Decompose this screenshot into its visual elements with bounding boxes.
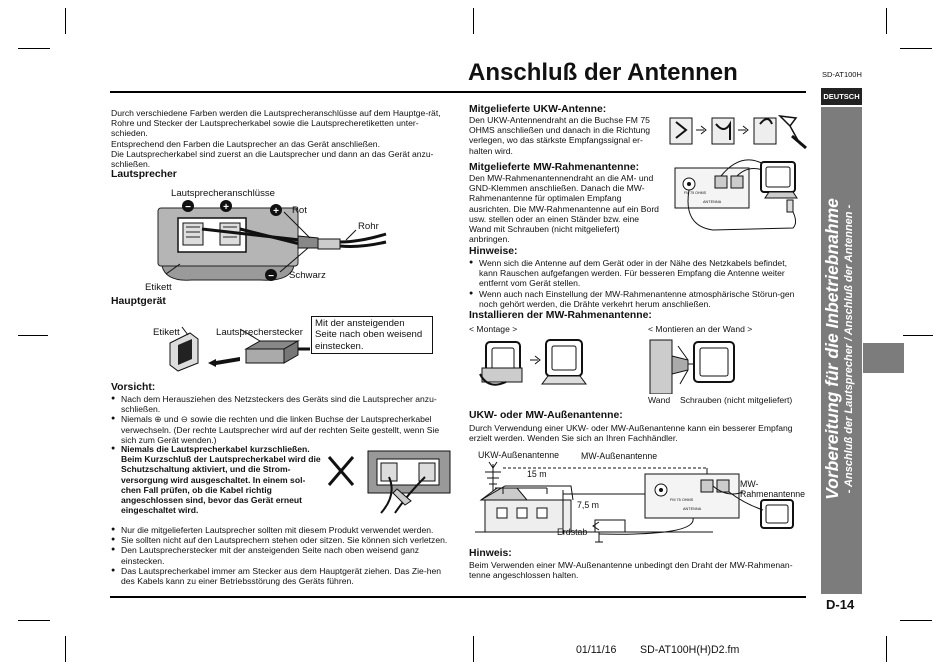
mount-label: < Montage >	[469, 324, 518, 334]
language-tab: DEUTSCH	[821, 88, 862, 105]
note-item: ● Wenn auch nach Einstellung der MW-Rahmenantenne atmosphärische Störun-gen noch gehört werden, die Drähte verkehrt herum anschließen.	[469, 289, 807, 309]
svg-text:−: −	[268, 271, 274, 282]
crop-mark	[886, 636, 887, 662]
crop-mark	[900, 48, 932, 49]
crop-mark	[903, 335, 933, 336]
fm-antenna-figure	[668, 108, 808, 152]
wall-label: Wand	[648, 395, 671, 405]
distance-7-5m-label: 7,5 m	[577, 500, 600, 510]
hint-heading: Hinweis:	[469, 548, 512, 559]
footer-rule	[110, 596, 806, 598]
note-item: ● Wenn sich die Antenne auf dem Gerät oder in der Nähe des Netzkabels befindet, kann Rauschen aufgefangen werden. Für besseren Empfang die Antenne weiter entfernt vom Gerät stellen.	[469, 258, 807, 289]
fm-terminal-label: FM 75 OHMS	[670, 498, 694, 502]
black-label: Schwarz	[289, 270, 326, 281]
antenna-terminal-label: ANTENNA	[703, 200, 722, 204]
caution-list-bottom	[111, 525, 452, 586]
svg-text:−: −	[185, 202, 191, 213]
hint-text: Beim Verwenden einer MW-Außenantenne unbedingt den Draht der MW-Rahmenan-tenne angeschlossen halten.	[469, 560, 793, 581]
install-heading: Installieren der MW-Rahmenantenne:	[469, 310, 652, 321]
svg-text:+: +	[273, 206, 279, 217]
crop-mark	[473, 8, 474, 34]
am-antenna-heading: Mitgelieferte MW-Rahmenantenne:	[469, 162, 640, 173]
caution-item: ● Nur die mitgelieferten Lautsprecher sollten mit diesem Produkt verwendet werden.	[111, 525, 452, 535]
plug-note-box: Mit der ansteigenden Seite nach oben weisend einstecken.	[311, 316, 433, 354]
red-label: Rot	[292, 205, 307, 216]
plug-label-tag: Etikett	[153, 327, 180, 338]
intro-paragraph: Entsprechend den Farben die Lautsprecher an das Gerät anschließen.	[111, 138, 380, 149]
notes-list	[469, 258, 807, 309]
wall-mount-label: < Montieren an der Wand >	[648, 324, 753, 334]
notes-heading: Hinweise:	[469, 246, 518, 257]
intro-paragraph: Durch verschiedene Farben werden die Lautsprecheranschlüsse auf dem Hauptge-rät, Rohre und Stecker der Lautsprecherkabel sowie die Lautsprecheretiketten unter-schieden.	[111, 108, 441, 139]
am-outdoor-label: MW-Außenantenne	[581, 451, 658, 461]
crop-mark	[886, 8, 887, 34]
speaker-plug-label: Lautsprecherstecker	[216, 327, 303, 338]
caution-heading: Vorsicht:	[111, 382, 156, 393]
page-number: D-14	[826, 597, 855, 612]
am-antenna-text: Den MW-Rahmenantennendraht an die AM- und GND-Klemmen anschließen. Danach die MW-Rahmenantenne für optimalen Empfang ausrichten. Die MW-Rahmenantenne auf ein Bord usw. stellen oder an einen Ständer bzw. eine Wand mit Schrauben (nicht mitgeliefert) anbringen.	[469, 173, 659, 245]
loop-mount-figure	[478, 338, 590, 390]
caution-item: ● Das Lautsprecherkabel immer am Stecker aus dem Hauptgerät ziehen. Das Zie-hen des Kabels kann zu einer Betriebsstörung des Geräts führen.	[111, 566, 452, 586]
am-loop-label: MW-Rahmenantenne	[740, 479, 806, 499]
header-rule	[110, 91, 806, 93]
fm-outdoor-label: UKW-Außenantenne	[478, 450, 560, 460]
crop-mark	[473, 636, 474, 662]
main-unit-heading: Hauptgerät	[111, 296, 166, 307]
caution-item: ● Niemals ⊕ und ⊖ sowie die rechten und die linken Buchse der Lautsprecherkabel verwechseln. (Der rechte Lautsprecher wird auf der rechten Seite gestellt, wenn Sie sich zum Gerät wenden.)	[111, 414, 452, 445]
crop-mark	[18, 335, 48, 336]
page-title: Anschluß der Antennen	[468, 59, 738, 86]
short-circuit-figure	[367, 447, 451, 515]
label-tag-label: Etikett	[145, 282, 172, 293]
crop-mark	[18, 620, 50, 621]
caution-list-top	[111, 394, 452, 445]
speaker-heading: Lautsprecher	[111, 169, 177, 180]
crop-mark	[65, 8, 66, 34]
speaker-terminals-label: Lautsprecheranschlüsse	[171, 188, 275, 199]
distance-15m-label: 15 m	[527, 469, 547, 479]
wall-mount-figure	[648, 336, 748, 394]
caution-short-circuit: ● Niemals die Lautsprecherkabel kurzschließen. Beim Kurzschluß der Lautsprecherkabel wird die Schutzschaltung aktiviert, und die Strom-versorgung wird ausgeschaltet. In einem sol-chen Fall prüfen, ob die Kabel richtig angeschlossen sind, bevor das Gerät erneut eingeschaltet wird.	[111, 444, 325, 515]
outdoor-antenna-heading: UKW- oder MW-Außenantenne:	[469, 410, 623, 421]
tube-label: Rohr	[358, 221, 379, 232]
model-number: SD-AT100H	[822, 70, 862, 79]
crop-mark	[900, 620, 932, 621]
caution-bold-block	[111, 444, 325, 515]
fm-antenna-text: Den UKW-Antennendraht an die Buchse FM 75 OHMS anschließen und danach in die Richtung verlegen, wo das stärkste Empfangssignal er-halten wird.	[469, 115, 651, 156]
sidebar-tab-marker	[863, 343, 904, 373]
caution-item: ● Nach dem Herausziehen des Netzsteckers des Geräts sind die Lautsprecher anzu-schließen.	[111, 394, 452, 414]
footer-filename: SD-AT100H(H)D2.fm	[640, 644, 740, 656]
outdoor-antenna-figure	[475, 458, 815, 544]
antenna-terminal-label: ANTENNA	[683, 507, 702, 511]
sidebar-subtitle: - Anschluß der Lautsprecher / Anschluß der Antennen -	[843, 204, 855, 494]
fm-terminal-label: FM 75 OHMS	[684, 191, 706, 195]
svg-text:+: +	[223, 202, 229, 213]
crop-mark	[65, 636, 66, 662]
screws-label: Schrauben (nicht mitgeliefert)	[680, 395, 793, 405]
ground-rod-label: Erdstab	[557, 527, 588, 537]
sidebar-title: Vorbereitung für die Inbetriebnahme	[822, 198, 842, 500]
caution-item: ● Sie sollten nicht auf den Lautsprechern stehen oder sitzen. Sie können sich verletzen.	[111, 535, 452, 545]
fm-antenna-heading: Mitgelieferte UKW-Antenne:	[469, 104, 607, 115]
prohibited-cross-icon	[326, 454, 356, 488]
caution-item: ● Den Lautsprecherstecker mit der ansteigenden Seite nach oben weisend ganz einstecken.	[111, 545, 452, 565]
crop-mark	[18, 48, 50, 49]
intro-paragraph: Die Lautsprecherkabel sind zuerst an die Lautsprecher und dann an das Gerät anzu-schließen.	[111, 148, 434, 170]
left-intro	[111, 108, 452, 169]
footer-date: 01/11/16	[576, 644, 617, 656]
outdoor-antenna-text: Durch Verwendung einer UKW- oder MW-Außenantenne kann ein besserer Empfang erzielt werden. Wenden Sie sich an Ihren Fachhändler.	[469, 423, 793, 444]
